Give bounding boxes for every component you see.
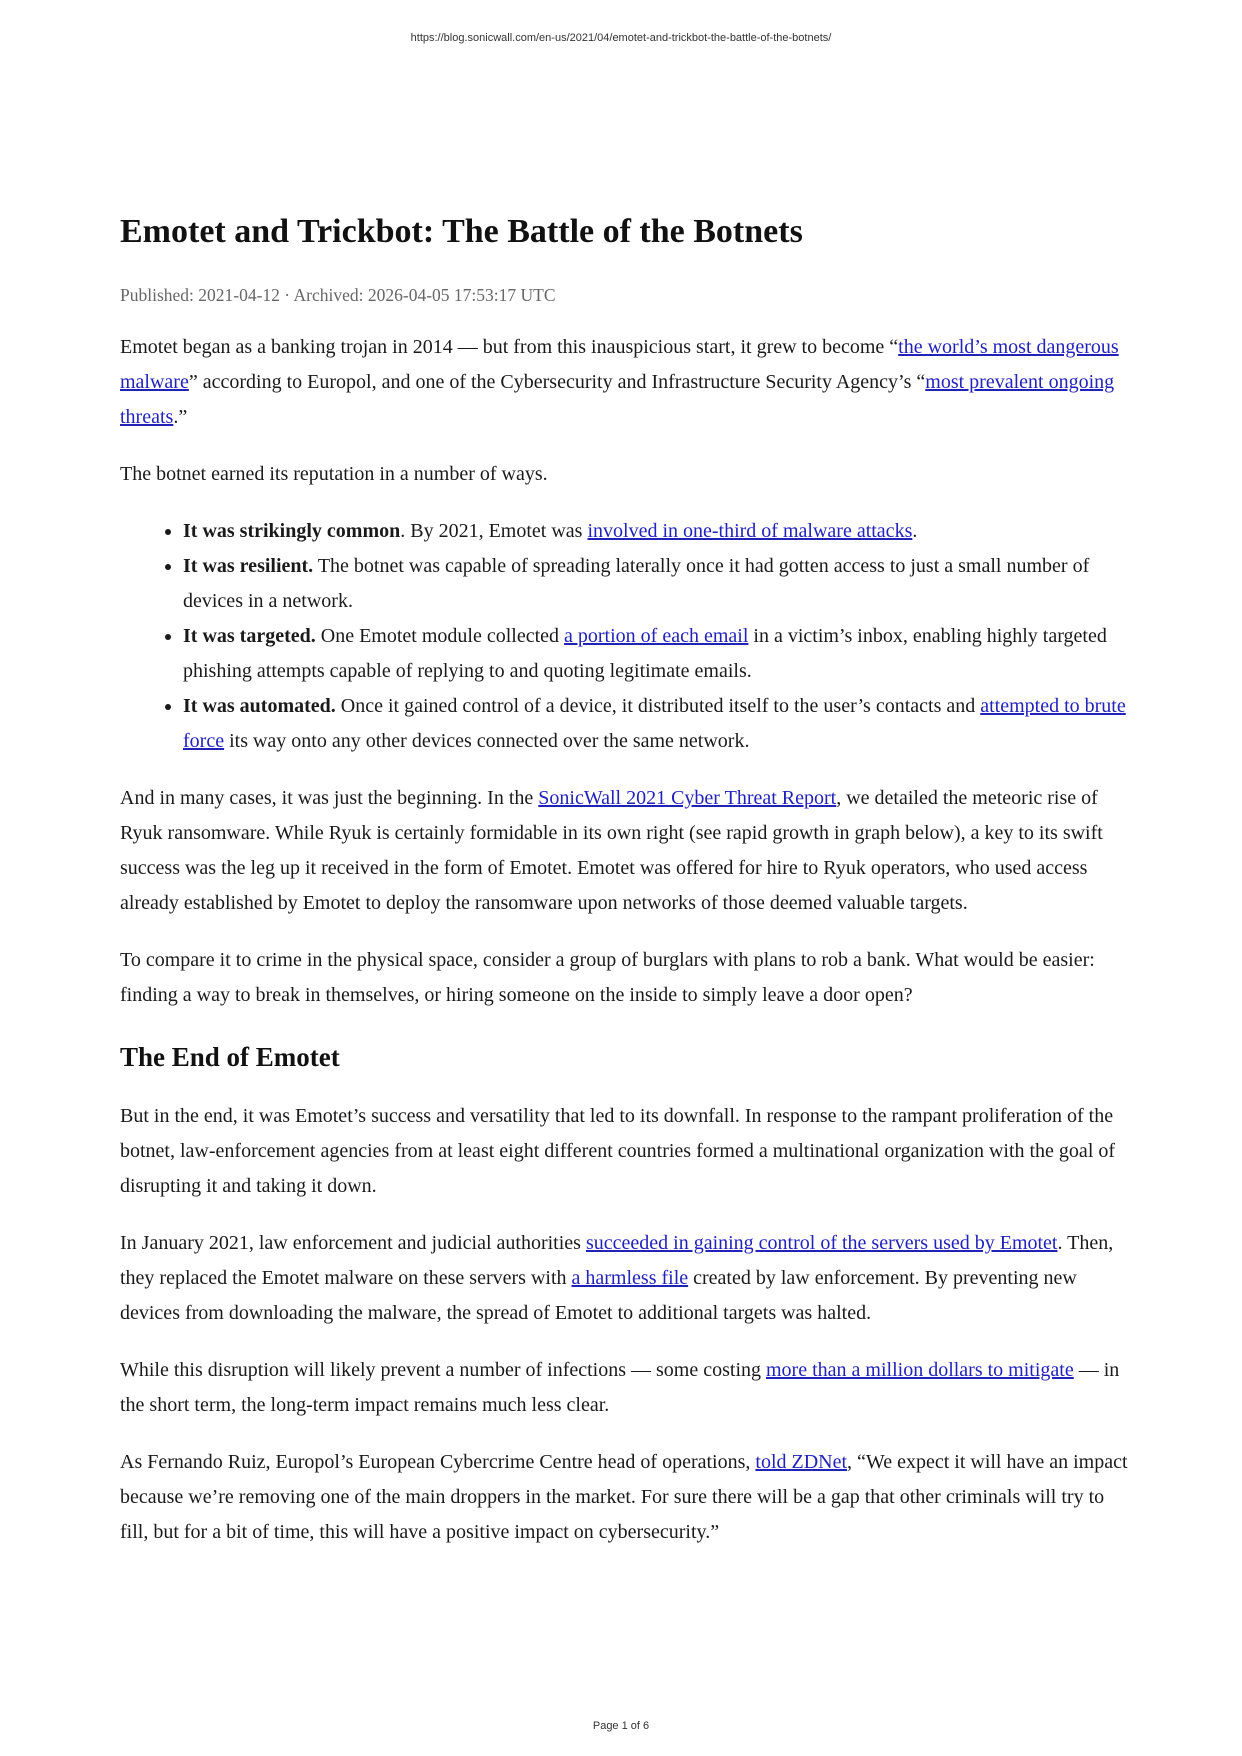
bullet-heading: It was automated. xyxy=(183,695,336,717)
worlds-most-dangerous-malware-link[interactable]: the world’s most dangerous malware xyxy=(120,336,1119,393)
told-zdnet-link[interactable]: told ZDNet xyxy=(755,1451,848,1473)
text: its way onto any other devices connected over the same network. xyxy=(224,730,750,752)
intro-paragraph xyxy=(120,330,1130,435)
takedown-paragraph xyxy=(120,1226,1130,1331)
text: , we detailed the meteoric rise of Ryuk ransomware. While Ryuk is certainly formidable in its own right (see rapid growth in graph below), a key to its swift success was the leg up it received in the form of Emotet. Emotet was offered for hire to Ryuk operators, who used access already established by Emotet to deploy the ransomware upon networks of those deemed valuable targets. xyxy=(120,787,1103,914)
cyber-threat-report-link[interactable]: SonicWall 2021 Cyber Threat Report xyxy=(538,787,837,809)
text: Emotet began as a banking trojan in 2014 — but from this inauspicious start, it grew to become “ xyxy=(120,336,899,358)
text: Once it gained control of a device, it distributed itself to the user’s contacts and xyxy=(335,695,981,717)
servers-control-link[interactable]: succeeded in gaining control of the servers used by Emotet xyxy=(585,1232,1058,1254)
text: And in many cases, it was just the beginning. In the xyxy=(120,787,539,809)
list-item xyxy=(183,549,1130,619)
text: ” according to Europol, and one of the Cybersecurity and Infrastructure Security Agency’s “ xyxy=(188,371,926,393)
article-meta: Published: 2021-04-12 · Archived: 2026-04-05 17:53:17 UTC xyxy=(120,285,556,305)
section-heading-end-of-emotet: The End of Emotet xyxy=(120,1042,340,1072)
text: — in the short term, the long-term impact remains much less clear. xyxy=(120,1359,1120,1416)
list-item xyxy=(183,619,1130,689)
article xyxy=(120,210,1130,1572)
list-item xyxy=(183,514,1130,549)
most-prevalent-threats-link[interactable]: most prevalent ongoing threats xyxy=(120,371,1115,428)
one-third-malware-link[interactable]: involved in one-third of malware attacks xyxy=(587,520,913,542)
reputation-paragraph: The botnet earned its reputation in a number of ways. xyxy=(120,463,548,485)
harmless-file-link[interactable]: a harmless file xyxy=(571,1267,689,1289)
bullet-heading: It was resilient. xyxy=(183,555,314,577)
quote-paragraph xyxy=(120,1445,1130,1550)
article-title: Emotet and Trickbot: The Battle of the Botnets xyxy=(120,213,803,250)
text: As Fernando Ruiz, Europol’s European Cybercrime Centre head of operations, xyxy=(120,1451,756,1473)
text: . By 2021, Emotet was xyxy=(400,520,588,542)
impact-paragraph xyxy=(120,1353,1130,1423)
brute-force-link[interactable]: attempted to brute force xyxy=(183,695,1126,752)
downfall-paragraph: But in the end, it was Emotet’s success and versatility that led to its downfall. In response to the rampant proliferation of the botnet, law-enforcement agencies from at least eight different countries formed a multinational organization with the goal of disrupting it and taking it down. xyxy=(120,1105,1116,1197)
bullet-heading: It was strikingly common xyxy=(183,520,401,542)
text: , “We expect it will have an impact because we’re removing one of the main droppers in the market. For sure there will be a gap that other criminals will try to fill, but for a bit of time, this will have a positive impact on cybersecurity.” xyxy=(120,1451,1128,1543)
bullet-heading: It was targeted. xyxy=(183,625,316,647)
page-number-footer: Page 1 of 6 xyxy=(592,1720,650,1732)
reputation-list xyxy=(120,514,1130,759)
text: While this disruption will likely prevent a number of infections — some costing xyxy=(120,1359,766,1381)
text: created by law enforcement. By preventing new devices from downloading the malware, the spread of Emotet to additional targets was halted. xyxy=(120,1267,1077,1324)
ryuk-paragraph xyxy=(120,781,1130,921)
text: . Then, they replaced the Emotet malware on these servers with xyxy=(120,1232,1114,1289)
portion-of-email-link[interactable]: a portion of each email xyxy=(564,625,749,647)
text: The botnet was capable of spreading laterally once it had gotten access to just a small number of devices in a network. xyxy=(183,555,1090,612)
page-url-header: https://blog.sonicwall.com/en-us/2021/04/emotet-and-trickbot-the-battle-of-the-botnets/ xyxy=(410,32,832,44)
burglar-paragraph: To compare it to crime in the physical space, consider a group of burglars with plans to rob a bank. What would be easier: finding a way to break in themselves, or hiring someone on the inside to simply leave a door open? xyxy=(120,949,1095,1006)
list-item xyxy=(183,689,1130,759)
text: .” xyxy=(173,406,188,428)
text: One Emotet module collected xyxy=(315,625,565,647)
text: in a victim’s inbox, enabling highly targeted phishing attempts capable of replying to and quoting legitimate emails. xyxy=(183,625,1107,682)
text: . xyxy=(912,520,918,542)
million-dollars-link[interactable]: more than a million dollars to mitigate xyxy=(766,1359,1074,1381)
text: In January 2021, law enforcement and judicial authorities xyxy=(120,1232,586,1254)
